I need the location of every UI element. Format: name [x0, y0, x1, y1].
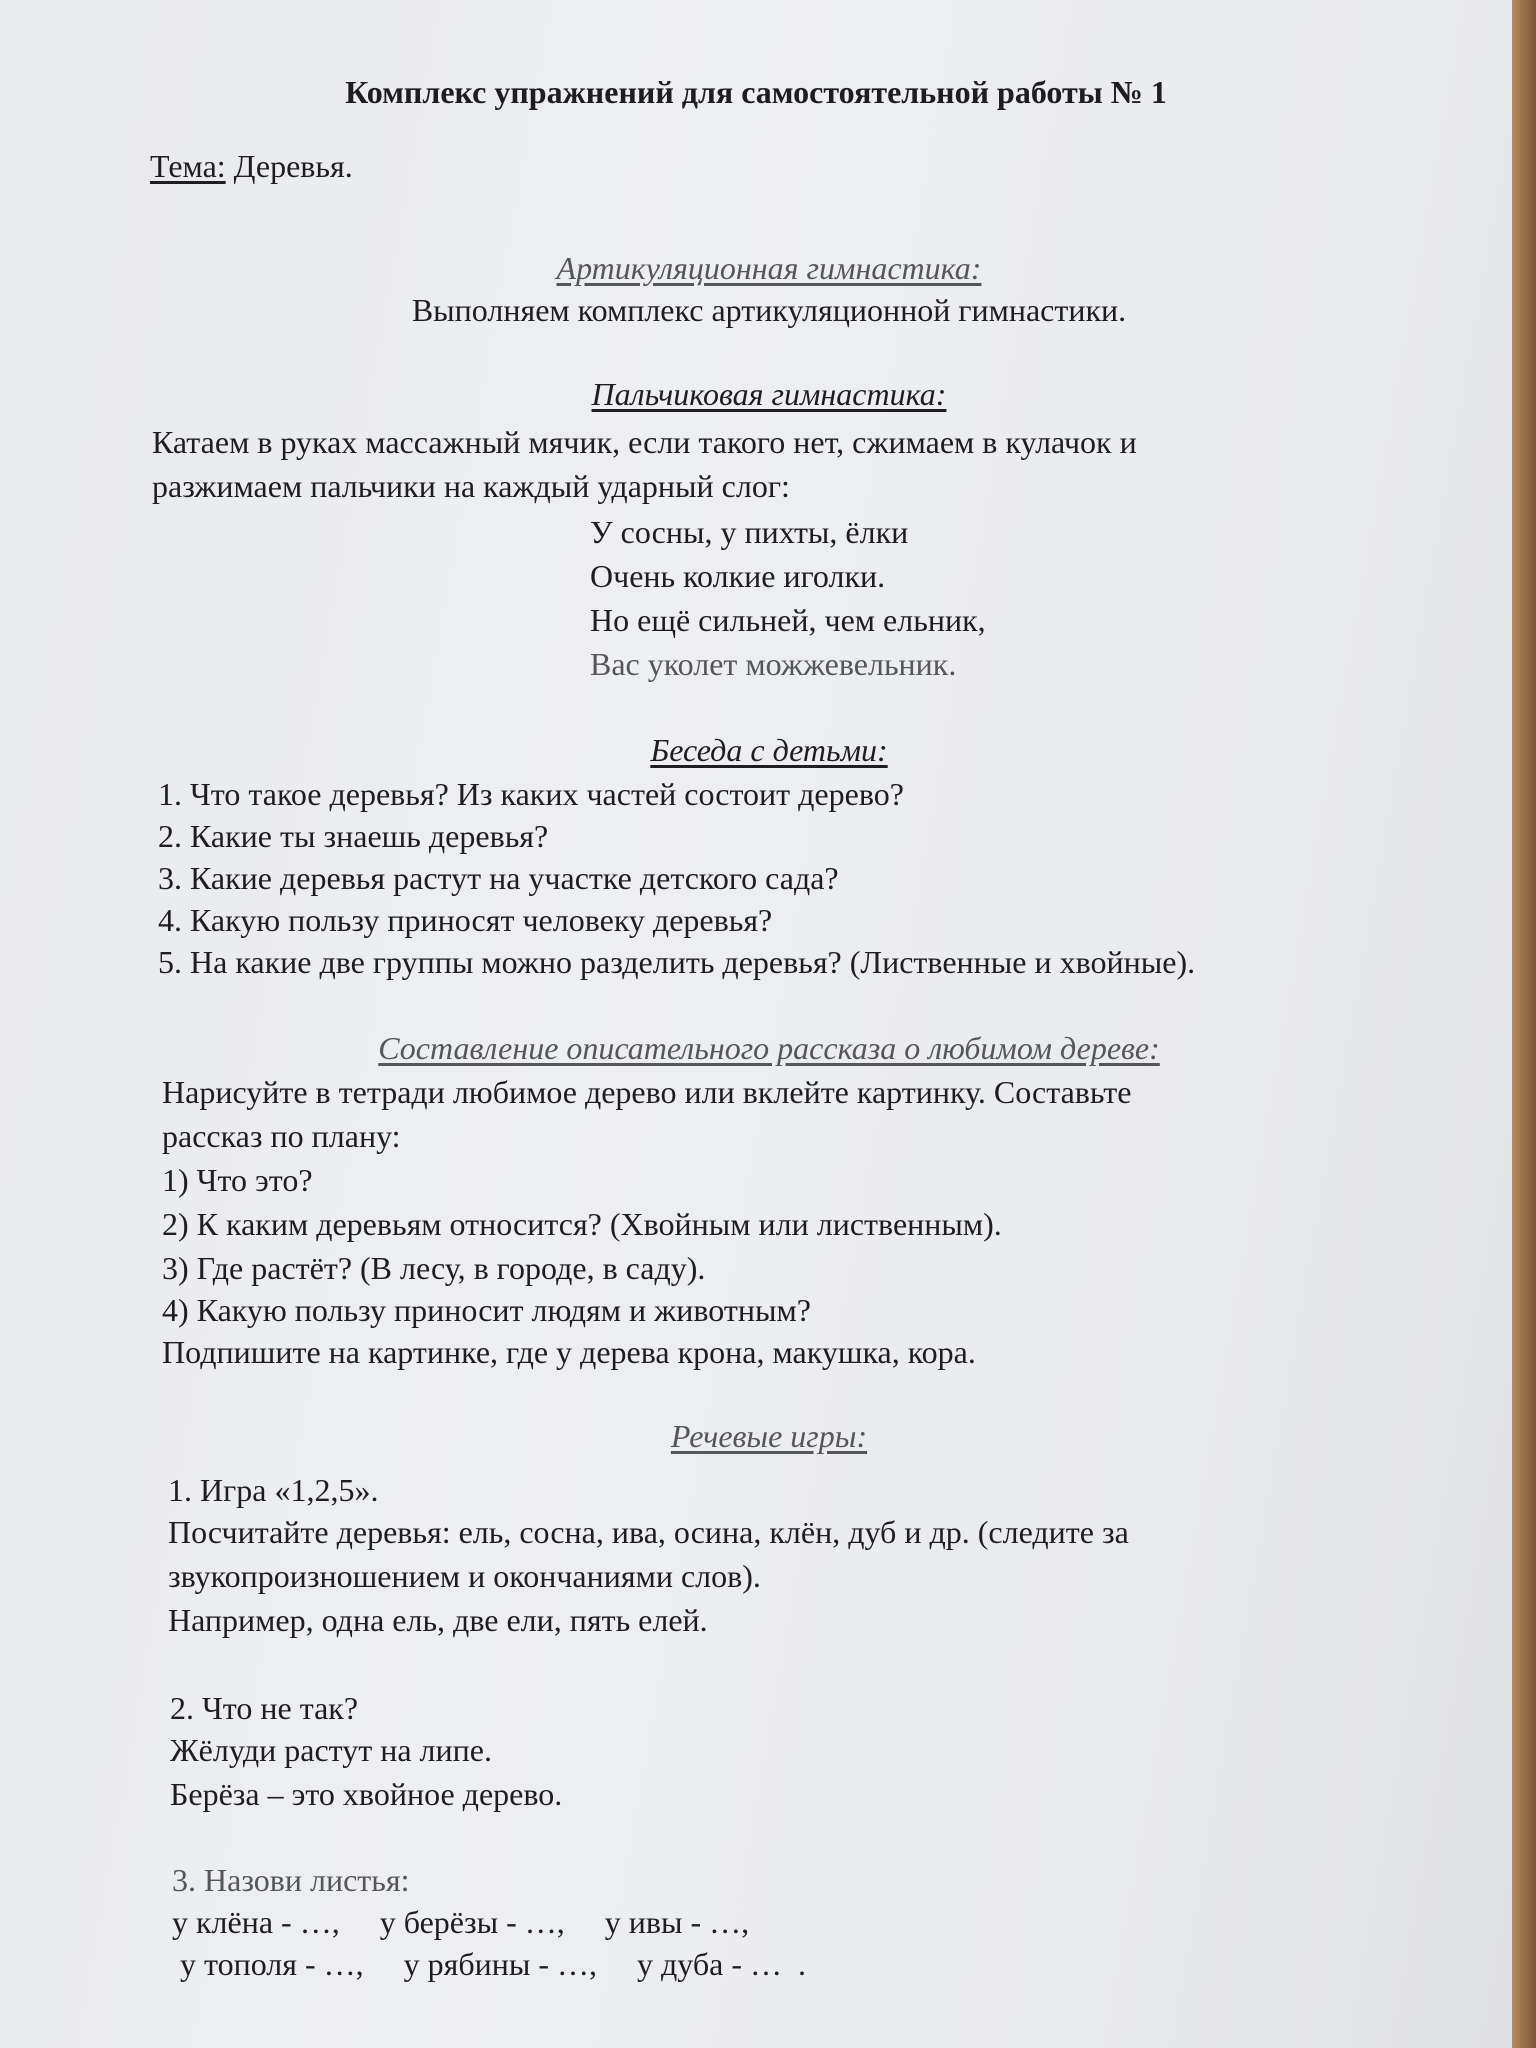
page-edge — [1512, 0, 1536, 2048]
story-line-1: Нарисуйте в тетради любимое дерево или вклейте картинку. Составьте — [162, 1074, 1132, 1110]
game1-line-3: Например, одна ель, две ели, пять елей. — [168, 1602, 708, 1638]
topic-line — [150, 146, 353, 186]
poem-line-4: Вас уколет можжевельник. — [590, 646, 957, 682]
conversation-item-4: 4. Какую пользу приносят человеку деревья? — [158, 902, 773, 938]
topic-value: Деревья. — [225, 148, 353, 184]
game2-line-1: Жёлуди растут на липе. — [170, 1732, 492, 1768]
finger-heading: Пальчиковая гимнастика: — [591, 376, 947, 412]
game1-line-2: звукопроизношением и окончаниями слов). — [168, 1558, 761, 1594]
articulation-text: Выполняем комплекс артикуляционной гимнастики. — [411, 292, 1127, 328]
conversation-item-3: 3. Какие деревья растут на участке детского сада? — [158, 860, 839, 896]
poem-line-1: У сосны, у пихты, ёлки — [590, 514, 909, 550]
story-line-5: 3) Где растёт? (В лесу, в городе, в саду). — [162, 1250, 706, 1286]
game2-line-2: Берёза – это хвойное дерево. — [170, 1776, 563, 1812]
poem-line-3: Но ещё сильней, чем ельник, — [590, 602, 986, 638]
games-heading: Речевые игры: — [670, 1418, 868, 1454]
story-line-3: 1) Что это? — [162, 1162, 313, 1198]
conversation-item-5: 5. На какие две группы можно разделить деревья? (Лиственные и хвойные). — [158, 944, 1196, 980]
document-title: Комплекс упражнений для самостоятельной работы № 1 — [345, 74, 1167, 110]
conversation-heading: Беседа с детьми: — [650, 732, 888, 768]
game3-line-1: у клёна - …, у берёзы - …, у ивы - …, — [172, 1904, 750, 1940]
conversation-item-1: 1. Что такое деревья? Из каких частей состоит дерево? — [158, 776, 904, 812]
story-line-6: 4) Какую пользу приносит людям и животным? — [162, 1292, 811, 1328]
story-line-2: рассказ по плану: — [162, 1118, 401, 1154]
game3-line-2: у тополя - …, у рябины - …, у дуба - … . — [172, 1946, 807, 1982]
game1-title: 1. Игра «1,2,5». — [168, 1472, 379, 1508]
game2-title: 2. Что не так? — [170, 1690, 359, 1726]
poem-line-2: Очень колкие иголки. — [590, 558, 886, 594]
articulation-heading: Артикуляционная гимнастика: — [556, 250, 982, 286]
game1-line-1: Посчитайте деревья: ель, сосна, ива, осина, клён, дуб и др. (следите за — [168, 1514, 1129, 1550]
story-line-4: 2) К каким деревьям относится? (Хвойным или лиственным). — [162, 1206, 1002, 1242]
conversation-item-2: 2. Какие ты знаешь деревья? — [158, 818, 549, 854]
story-line-7: Подпишите на картинке, где у дерева крона, макушка, кора. — [162, 1334, 976, 1370]
game3-title: 3. Назови листья: — [172, 1862, 410, 1898]
finger-line-2: разжимаем пальчики на каждый ударный слог: — [152, 468, 790, 504]
topic-label: Тема: — [150, 148, 226, 184]
story-heading: Составление описательного рассказа о любимом дереве: — [378, 1030, 1160, 1066]
finger-line-1: Катаем в руках массажный мячик, если такого нет, сжимаем в кулачок и — [152, 424, 1137, 460]
